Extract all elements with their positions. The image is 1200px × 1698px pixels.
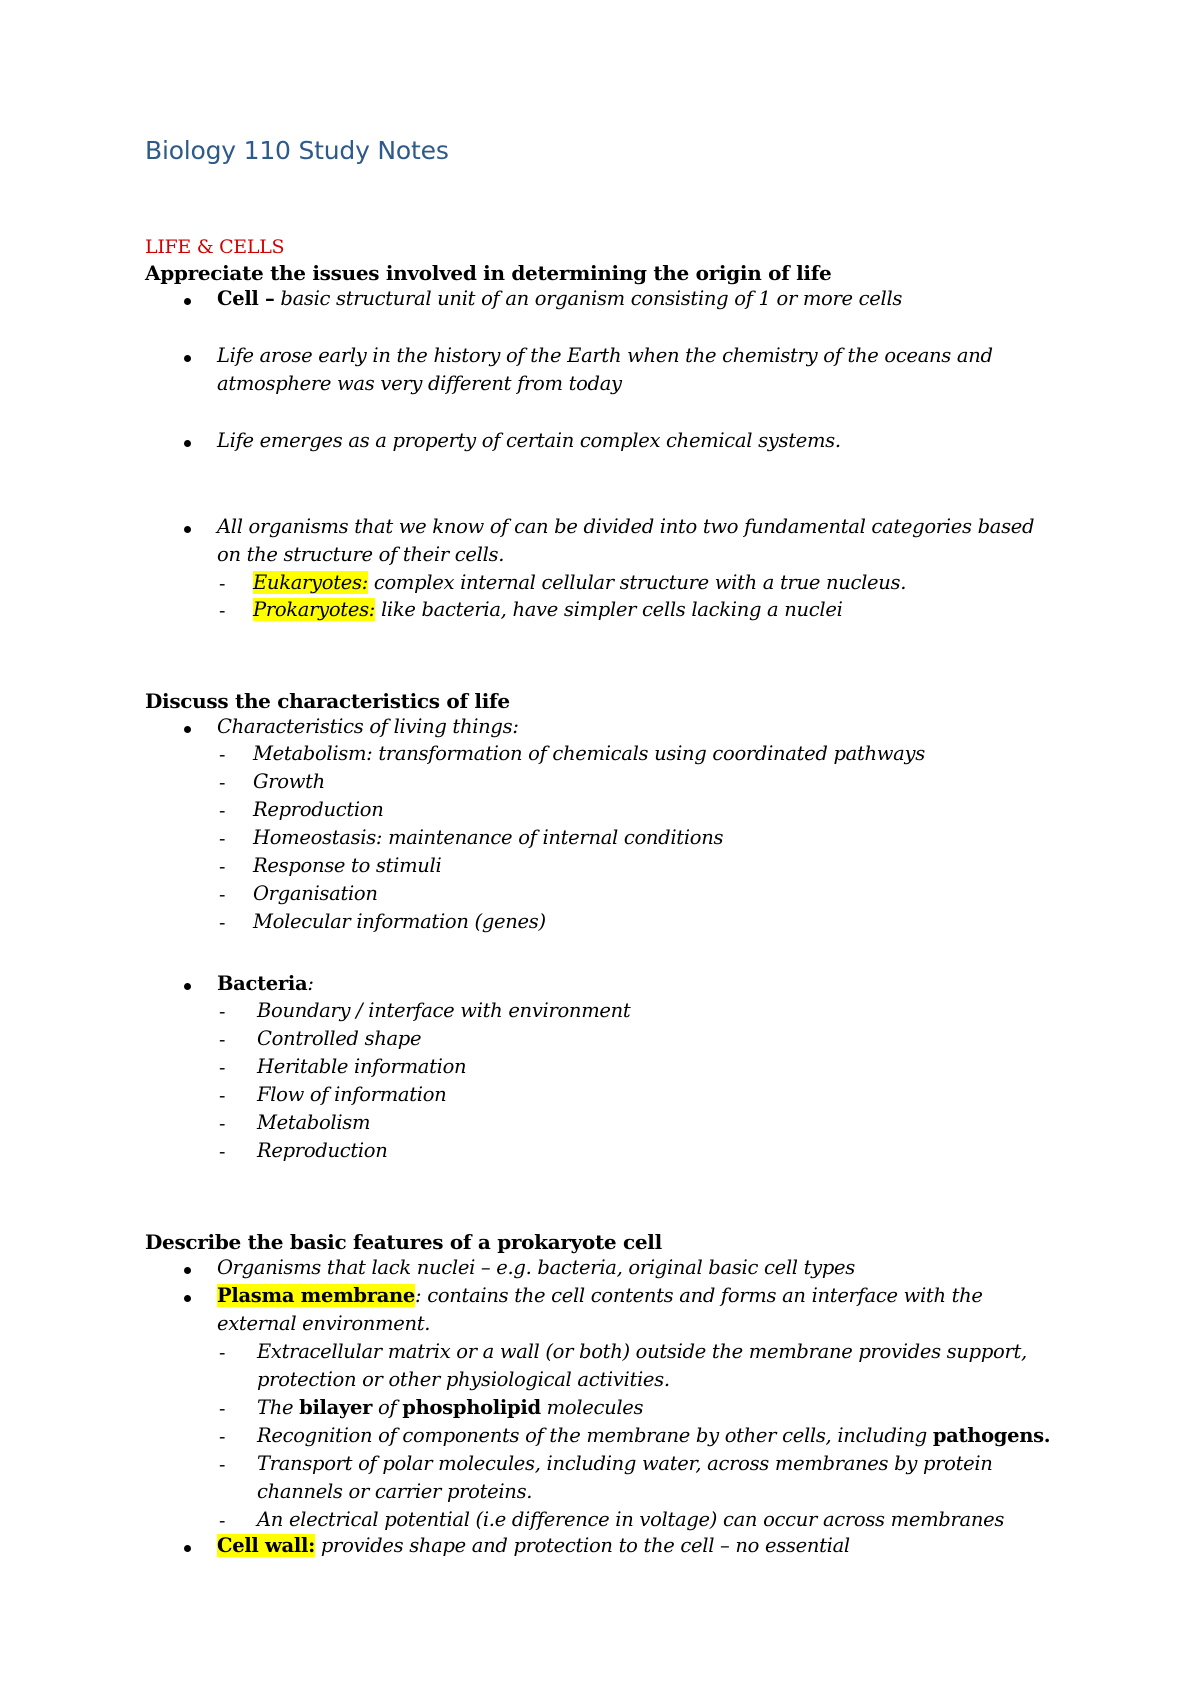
term-eukaryotes: Eukaryotes:	[253, 571, 368, 594]
bullet-plasma-membrane	[217, 1282, 983, 1310]
text-run: .	[1043, 1424, 1051, 1447]
dash-marker: -	[219, 1510, 226, 1532]
list-item: Reproduction	[257, 1139, 388, 1162]
sub-recognition	[257, 1422, 1050, 1450]
dash-marker: -	[219, 1454, 226, 1476]
bullet-icon	[184, 726, 191, 733]
bullet-life-arose-line2: atmosphere was very different from today	[217, 372, 622, 395]
heading-prokaryote-cell: Describe the basic features of a prokaryote cell	[145, 1230, 662, 1254]
dash-marker: -	[219, 884, 226, 906]
dash-marker: -	[219, 573, 226, 595]
dash-marker: -	[219, 1029, 226, 1051]
sub-transport-line2: channels or carrier proteins.	[257, 1480, 533, 1503]
list-item: Controlled shape	[257, 1027, 422, 1050]
dash-marker: -	[219, 828, 226, 850]
list-item: Growth	[253, 770, 325, 793]
list-item: Response to stimuli	[253, 854, 442, 877]
bullet-organisms-line1: All organisms that we know of can be divided into two fundamental categories based	[217, 515, 1035, 538]
cell-wall-definition: provides shape and protection to the cell – no essential	[314, 1534, 850, 1557]
heading-characteristics-of-life: Discuss the characteristics of life	[145, 689, 510, 713]
sub-bilayer	[257, 1394, 643, 1422]
dash-marker: -	[219, 1426, 226, 1448]
prokaryotes-definition: like bacteria, have simpler cells lacking a nuclei	[375, 598, 843, 621]
plasma-membrane-line2: external environment.	[217, 1312, 431, 1335]
text-run: molecules	[540, 1396, 644, 1419]
bullet-cell-definition	[217, 285, 902, 313]
text-run: The	[257, 1396, 300, 1419]
sub-electrical-potential: An electrical potential (i.e difference in voltage) can occur across membranes	[257, 1508, 1005, 1531]
sub-extracellular-line2: protection or other physiological activities.	[257, 1368, 670, 1391]
sub-eukaryotes	[253, 569, 906, 597]
bullet-life-emerges: Life emerges as a property of certain complex chemical systems.	[217, 429, 841, 452]
sub-transport-line1: Transport of polar molecules, including water, across membranes by protein	[257, 1452, 993, 1475]
dash-marker: -	[219, 1001, 226, 1023]
bullet-icon	[184, 1267, 191, 1274]
cell-definition: basic structural unit of an organism consisting of 1 or more cells	[274, 287, 903, 310]
list-item: Heritable information	[257, 1055, 467, 1078]
dash-marker: -	[219, 600, 226, 622]
dash-marker: -	[219, 912, 226, 934]
dash-marker: -	[219, 1398, 226, 1420]
bullet-icon	[184, 1545, 191, 1552]
dash-marker: -	[219, 1113, 226, 1135]
bullet-icon	[184, 298, 191, 305]
list-item: Molecular information (genes)	[253, 910, 546, 933]
dash-marker: -	[219, 1141, 226, 1163]
bullet-icon	[184, 983, 191, 990]
list-item: Flow of information	[257, 1083, 447, 1106]
term-phospholipid: phospholipid	[402, 1396, 541, 1419]
term-prokaryotes: Prokaryotes:	[253, 598, 376, 621]
section-heading-life-cells: LIFE & CELLS	[145, 236, 285, 258]
bullet-organisms-line2: on the structure of their cells.	[217, 543, 505, 566]
dash-marker: -	[219, 1057, 226, 1079]
text-run: of	[372, 1396, 403, 1419]
bullet-icon	[184, 355, 191, 362]
bullet-organisms-lack-nuclei: Organisms that lack nuclei – e.g. bacteria, original basic cell types	[217, 1256, 855, 1279]
dash-marker: -	[219, 744, 226, 766]
bullet-icon	[184, 440, 191, 447]
dash-marker: -	[219, 772, 226, 794]
term-cell: Cell –	[217, 287, 275, 310]
bullet-cell-wall	[217, 1532, 850, 1560]
list-item: Reproduction	[253, 798, 384, 821]
dash-marker: -	[219, 856, 226, 878]
list-item: Boundary / interface with environment	[257, 999, 631, 1022]
bullet-bacteria	[217, 970, 314, 998]
list-item: Metabolism	[257, 1111, 371, 1134]
sub-extracellular-line1: Extracellular matrix or a wall (or both) outside the membrane provides support,	[257, 1340, 1027, 1363]
bullet-characteristics: Characteristics of living things:	[217, 715, 519, 738]
term-cell-wall: Cell wall:	[217, 1534, 315, 1557]
term-plasma-membrane: Plasma membrane	[217, 1284, 416, 1307]
bacteria-colon: :	[307, 972, 314, 995]
dash-marker: -	[219, 1085, 226, 1107]
dash-marker: -	[219, 1342, 226, 1364]
term-pathogens: pathogens	[932, 1424, 1044, 1447]
dash-marker: -	[219, 800, 226, 822]
sub-prokaryotes	[253, 596, 843, 624]
bullet-icon	[184, 526, 191, 533]
heading-origin-of-life: Appreciate the issues involved in determining the origin of life	[145, 261, 832, 285]
bullet-life-arose-line1: Life arose early in the history of the Earth when the chemistry of the oceans and	[217, 344, 993, 367]
list-item: Metabolism: transformation of chemicals using coordinated pathways	[253, 742, 925, 765]
bullet-icon	[184, 1295, 191, 1302]
plasma-membrane-definition: : contains the cell contents and forms an interface with the	[415, 1284, 983, 1307]
text-run: Recognition of components of the membrane by other cells, including	[257, 1424, 933, 1447]
list-item: Organisation	[253, 882, 378, 905]
page-title: Biology 110 Study Notes	[145, 136, 449, 165]
list-item: Homeostasis: maintenance of internal conditions	[253, 826, 724, 849]
term-bacteria: Bacteria	[217, 972, 308, 995]
eukaryotes-definition: complex internal cellular structure with a true nucleus.	[367, 571, 907, 594]
term-bilayer: bilayer	[299, 1396, 373, 1419]
